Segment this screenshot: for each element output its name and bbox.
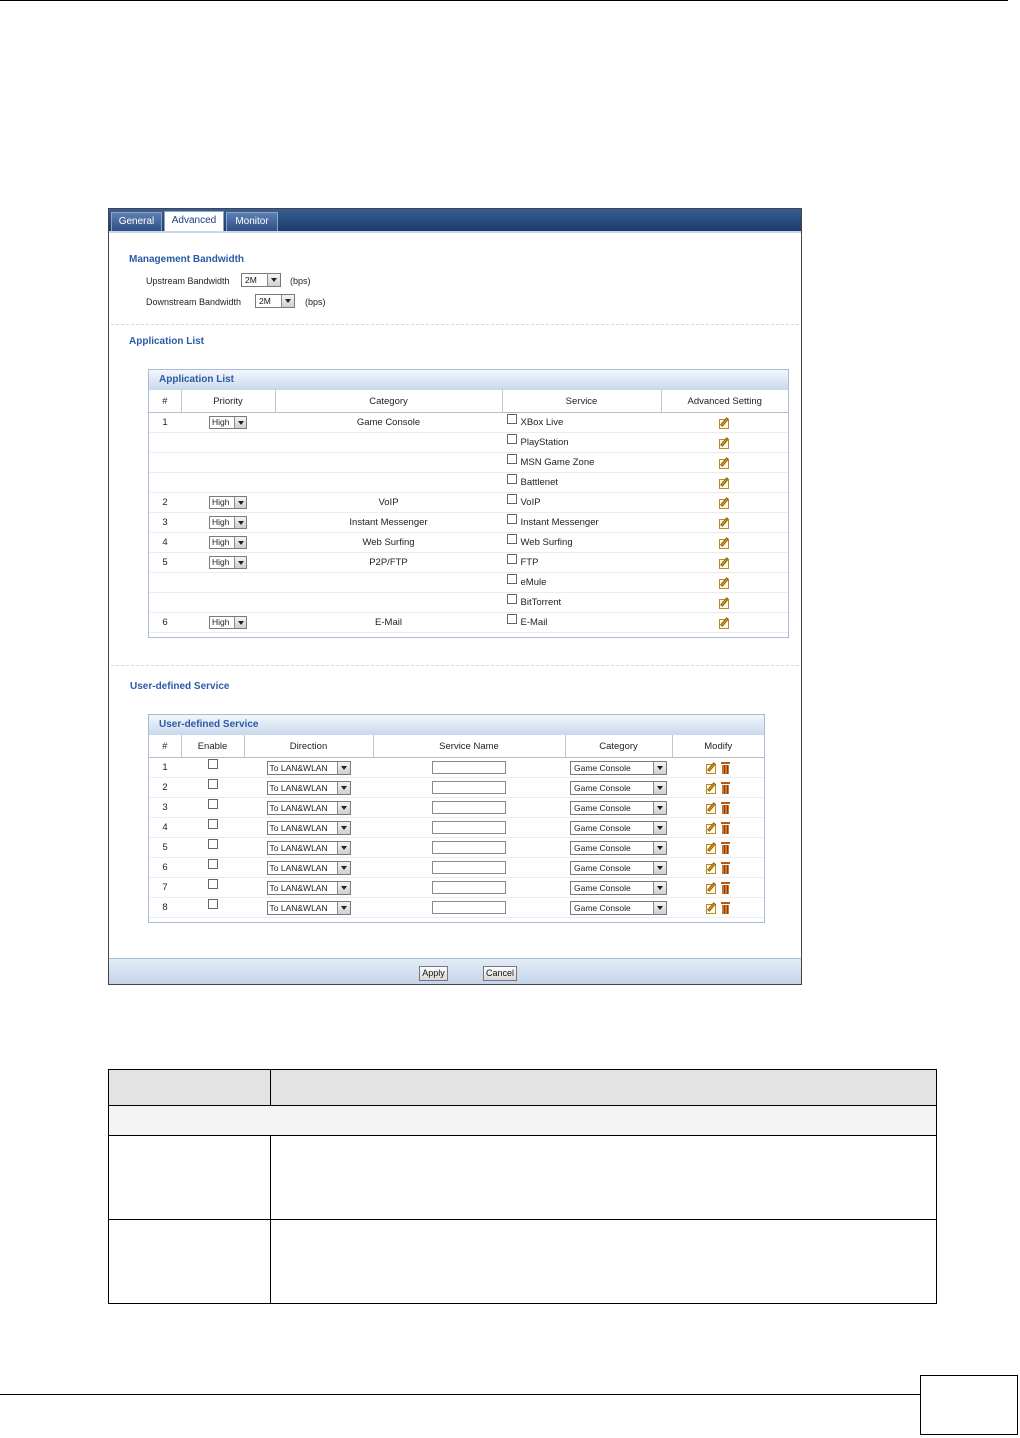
table-row: [149, 898, 764, 918]
category-select[interactable]: Game Console: [570, 781, 667, 795]
table-row: [109, 1220, 937, 1304]
priority-cell: [181, 593, 275, 613]
section-cell: [109, 1106, 937, 1136]
enable-cell: [181, 758, 244, 778]
table-row: [149, 818, 764, 838]
chevron-down-icon: [337, 822, 350, 834]
chevron-down-icon: [337, 902, 350, 914]
direction-select[interactable]: To LAN&WLAN: [267, 841, 351, 855]
service-name-input[interactable]: [432, 901, 506, 914]
col-header-priority: Priority: [181, 390, 275, 413]
enable-checkbox[interactable]: [208, 859, 218, 869]
enable-cell: [181, 818, 244, 838]
trash-icon[interactable]: [721, 842, 730, 854]
trash-icon[interactable]: [721, 822, 730, 834]
row-number: 6: [149, 858, 181, 878]
table-row: [149, 573, 788, 593]
enable-checkbox[interactable]: [208, 779, 218, 789]
direction-select[interactable]: To LAN&WLAN: [267, 821, 351, 835]
service-label: MSN Game Zone: [520, 457, 595, 468]
row-number: 4: [149, 533, 181, 553]
chevron-down-icon: [234, 617, 246, 628]
tab-advanced[interactable]: Advanced: [164, 211, 224, 232]
chevron-down-icon: [337, 802, 350, 814]
field-description-table: [108, 1069, 937, 1304]
chevron-down-icon: [653, 802, 666, 814]
service-checkbox[interactable]: [507, 474, 517, 484]
advanced-setting-cell: [661, 513, 788, 533]
table-row: [109, 1136, 937, 1220]
table-row: [149, 533, 788, 553]
priority-select[interactable]: High: [209, 536, 247, 549]
edit-icon[interactable]: [719, 437, 730, 448]
priority-cell: [181, 413, 275, 433]
table-row: [149, 453, 788, 473]
enable-cell: [181, 878, 244, 898]
page-number-box: [920, 1375, 1018, 1435]
advanced-setting-cell: [661, 473, 788, 493]
row-number: 7: [149, 878, 181, 898]
category-cell: [565, 838, 672, 858]
priority-cell: [181, 533, 275, 553]
table-row: [149, 513, 788, 533]
downstream-label: Downstream Bandwidth: [146, 297, 242, 307]
direction-select[interactable]: To LAN&WLAN: [267, 861, 351, 875]
chevron-down-icon: [337, 862, 350, 874]
priority-cell: [181, 553, 275, 573]
category-select[interactable]: Game Console: [570, 881, 667, 895]
downstream-select[interactable]: 2M: [255, 294, 295, 308]
table-row: [149, 593, 788, 613]
direction-cell: [244, 818, 373, 838]
category-cell: [565, 878, 672, 898]
enable-checkbox[interactable]: [208, 879, 218, 889]
enable-cell: [181, 898, 244, 918]
col-header-service-name: Service Name: [373, 735, 565, 758]
tab-general[interactable]: General: [111, 212, 162, 231]
priority-cell: [181, 473, 275, 493]
priority-select[interactable]: High: [209, 416, 247, 429]
chevron-down-icon: [337, 882, 350, 894]
service-checkbox[interactable]: [507, 534, 517, 544]
tab-underline: [109, 231, 801, 233]
service-cell: [502, 413, 661, 433]
table-row: [149, 778, 764, 798]
chevron-down-icon: [234, 497, 246, 508]
trash-icon[interactable]: [721, 782, 730, 794]
application-list-title: Application List: [129, 336, 204, 347]
service-checkbox[interactable]: [507, 494, 517, 504]
upstream-label: Upstream Bandwidth: [146, 276, 230, 286]
row-number: [149, 453, 181, 473]
chevron-down-icon: [234, 417, 246, 428]
edit-icon[interactable]: [719, 477, 730, 488]
category-cell: P2P/FTP: [275, 553, 502, 573]
apply-button[interactable]: Apply: [419, 966, 448, 981]
modify-cell: [672, 898, 764, 918]
service-label: PlayStation: [520, 437, 569, 448]
direction-select[interactable]: To LAN&WLAN: [267, 781, 351, 795]
row-number: 1: [149, 758, 181, 778]
col-header-enable: Enable: [181, 735, 244, 758]
table-row: [149, 413, 788, 433]
row-number: 4: [149, 818, 181, 838]
col-header-advanced-setting: Advanced Setting: [661, 390, 788, 413]
chevron-down-icon: [337, 842, 350, 854]
edit-icon[interactable]: [706, 762, 717, 773]
chevron-down-icon: [653, 822, 666, 834]
service-name-cell: [373, 858, 565, 878]
service-checkbox[interactable]: [507, 434, 517, 444]
col-header-service: Service: [502, 390, 661, 413]
chevron-down-icon: [653, 862, 666, 874]
priority-select[interactable]: High: [209, 516, 247, 529]
col-header-num: #: [149, 735, 181, 758]
modify-cell: [672, 758, 764, 778]
direction-cell: [244, 778, 373, 798]
category-cell: Instant Messenger: [275, 513, 502, 533]
table-row: [149, 878, 764, 898]
downstream-unit: (bps): [305, 297, 326, 307]
chevron-down-icon: [234, 517, 246, 528]
advanced-setting-cell: [661, 493, 788, 513]
header-cell-label: [109, 1070, 271, 1106]
table-header-row: [109, 1070, 937, 1106]
service-checkbox[interactable]: [507, 594, 517, 604]
enable-checkbox[interactable]: [208, 799, 218, 809]
table-row: [149, 838, 764, 858]
direction-cell: [244, 858, 373, 878]
chevron-down-icon: [234, 557, 246, 568]
category-cell: [275, 573, 502, 593]
service-checkbox[interactable]: [507, 414, 517, 424]
table-row: [149, 473, 788, 493]
service-name-cell: [373, 798, 565, 818]
category-cell: [275, 453, 502, 473]
advanced-setting-cell: [661, 413, 788, 433]
service-name-input[interactable]: [432, 761, 506, 774]
row-number: 5: [149, 838, 181, 858]
service-name-cell: [373, 778, 565, 798]
service-name-cell: [373, 758, 565, 778]
direction-cell: [244, 838, 373, 858]
row-number: 2: [149, 493, 181, 513]
page-bottom-rule: [0, 1394, 920, 1395]
table-row: [149, 553, 788, 573]
priority-select[interactable]: High: [209, 496, 247, 509]
direction-select[interactable]: To LAN&WLAN: [267, 881, 351, 895]
button-bar: [109, 958, 801, 985]
application-list-panel-title: Application List: [149, 370, 788, 390]
advanced-setting-cell: [661, 613, 788, 633]
category-cell: Web Surfing: [275, 533, 502, 553]
table-row: [149, 798, 764, 818]
chevron-down-icon: [337, 782, 350, 794]
service-name-cell: [373, 818, 565, 838]
direction-select[interactable]: To LAN&WLAN: [267, 761, 351, 775]
enable-cell: [181, 858, 244, 878]
application-list-table: [149, 390, 788, 633]
edit-icon[interactable]: [706, 882, 717, 893]
service-cell: [502, 613, 661, 633]
category-cell: Game Console: [275, 413, 502, 433]
enable-checkbox[interactable]: [208, 899, 218, 909]
direction-select[interactable]: To LAN&WLAN: [267, 801, 351, 815]
service-cell: [502, 493, 661, 513]
category-select[interactable]: Game Console: [570, 801, 667, 815]
row-number: 3: [149, 798, 181, 818]
service-cell: [502, 473, 661, 493]
edit-icon[interactable]: [719, 557, 730, 568]
chevron-down-icon: [653, 782, 666, 794]
col-header-num: #: [149, 390, 181, 413]
modify-cell: [672, 878, 764, 898]
tab-bar: [109, 209, 801, 231]
chevron-down-icon: [281, 295, 294, 307]
advanced-setting-cell: [661, 453, 788, 473]
col-header-category: Category: [275, 390, 502, 413]
edit-icon[interactable]: [706, 862, 717, 873]
advanced-setting-cell: [661, 593, 788, 613]
category-cell: [565, 898, 672, 918]
modify-cell: [672, 838, 764, 858]
edit-icon[interactable]: [719, 597, 730, 608]
category-select[interactable]: Game Console: [570, 841, 667, 855]
trash-icon[interactable]: [721, 762, 730, 774]
col-header-category: Category: [565, 735, 672, 758]
application-list-panel: [148, 369, 789, 638]
edit-icon[interactable]: [719, 517, 730, 528]
category-cell: [565, 778, 672, 798]
table-row: [149, 493, 788, 513]
service-cell: [502, 573, 661, 593]
modify-cell: [672, 818, 764, 838]
category-cell: [565, 798, 672, 818]
service-name-input[interactable]: [432, 841, 506, 854]
category-cell: E-Mail: [275, 613, 502, 633]
service-checkbox[interactable]: [507, 574, 517, 584]
category-select[interactable]: Game Console: [570, 861, 667, 875]
category-select[interactable]: Game Console: [570, 821, 667, 835]
user-defined-service-panel-title: User-defined Service: [149, 715, 764, 735]
section-divider: [111, 665, 799, 666]
service-name-cell: [373, 838, 565, 858]
edit-icon[interactable]: [706, 802, 717, 813]
row-number: [149, 593, 181, 613]
priority-cell: [181, 433, 275, 453]
category-cell: [565, 758, 672, 778]
direction-cell: [244, 898, 373, 918]
category-cell: [275, 433, 502, 453]
row-number: 8: [149, 898, 181, 918]
service-checkbox[interactable]: [507, 554, 517, 564]
advanced-setting-cell: [661, 553, 788, 573]
service-name-input[interactable]: [432, 881, 506, 894]
upstream-select[interactable]: 2M: [241, 273, 281, 287]
modify-cell: [672, 798, 764, 818]
row-number: 3: [149, 513, 181, 533]
tab-monitor[interactable]: Monitor: [226, 212, 278, 231]
modify-cell: [672, 858, 764, 878]
enable-checkbox[interactable]: [208, 819, 218, 829]
service-name-input[interactable]: [432, 781, 506, 794]
table-row: [149, 613, 788, 633]
category-select[interactable]: Game Console: [570, 761, 667, 775]
priority-select[interactable]: High: [209, 556, 247, 569]
section-divider: [111, 324, 799, 325]
col-header-modify: Modify: [672, 735, 764, 758]
direction-cell: [244, 798, 373, 818]
trash-icon[interactable]: [721, 802, 730, 814]
priority-cell: [181, 453, 275, 473]
priority-select[interactable]: High: [209, 616, 247, 629]
service-checkbox[interactable]: [507, 614, 517, 624]
chevron-down-icon: [653, 882, 666, 894]
advanced-setting-cell: [661, 533, 788, 553]
table-row: [149, 858, 764, 878]
label-cell: [109, 1136, 271, 1220]
chevron-down-icon: [653, 902, 666, 914]
edit-icon[interactable]: [719, 577, 730, 588]
description-cell: [271, 1136, 937, 1220]
edit-icon[interactable]: [719, 537, 730, 548]
service-label: E-Mail: [520, 617, 548, 628]
user-defined-service-title: User-defined Service: [130, 681, 230, 692]
chevron-down-icon: [337, 762, 350, 774]
service-name-input[interactable]: [432, 821, 506, 834]
service-label: VoIP: [520, 497, 541, 508]
row-number: [149, 433, 181, 453]
service-label: Battlenet: [520, 477, 558, 488]
header-cell-description: [271, 1070, 937, 1106]
description-cell: [271, 1220, 937, 1304]
row-number: 5: [149, 553, 181, 573]
service-name-cell: [373, 898, 565, 918]
service-name-input[interactable]: [432, 861, 506, 874]
chevron-down-icon: [653, 842, 666, 854]
category-cell: [565, 818, 672, 838]
enable-checkbox[interactable]: [208, 839, 218, 849]
section-row: [109, 1106, 937, 1136]
category-cell: VoIP: [275, 493, 502, 513]
priority-cell: [181, 493, 275, 513]
table-row: [149, 758, 764, 778]
edit-icon[interactable]: [719, 497, 730, 508]
service-cell: [502, 533, 661, 553]
service-cell: [502, 433, 661, 453]
edit-icon[interactable]: [719, 417, 730, 428]
category-select[interactable]: Game Console: [570, 901, 667, 915]
service-label: XBox Live: [520, 417, 564, 428]
direction-cell: [244, 878, 373, 898]
advanced-setting-cell: [661, 433, 788, 453]
chevron-down-icon: [267, 274, 280, 286]
edit-icon[interactable]: [706, 842, 717, 853]
service-label: Instant Messenger: [520, 517, 599, 528]
service-name-input[interactable]: [432, 801, 506, 814]
col-header-direction: Direction: [244, 735, 373, 758]
management-bandwidth-title: Management Bandwidth: [129, 254, 245, 265]
service-cell: [502, 513, 661, 533]
edit-icon[interactable]: [719, 617, 730, 628]
service-label: BitTorrent: [520, 597, 562, 608]
label-cell: [109, 1220, 271, 1304]
modify-cell: [672, 778, 764, 798]
cancel-button[interactable]: Cancel: [483, 966, 517, 981]
category-cell: [275, 473, 502, 493]
edit-icon[interactable]: [706, 782, 717, 793]
category-cell: [565, 858, 672, 878]
page-top-rule: [0, 0, 1008, 1]
trash-icon[interactable]: [721, 902, 730, 914]
user-defined-service-table: [149, 735, 764, 918]
edit-icon[interactable]: [706, 822, 717, 833]
advanced-setting-cell: [661, 573, 788, 593]
upstream-unit: (bps): [290, 276, 311, 286]
trash-icon[interactable]: [721, 862, 730, 874]
priority-cell: [181, 573, 275, 593]
user-defined-service-panel: [148, 714, 765, 923]
service-cell: [502, 553, 661, 573]
enable-cell: [181, 798, 244, 818]
service-checkbox[interactable]: [507, 454, 517, 464]
enable-cell: [181, 778, 244, 798]
direction-cell: [244, 758, 373, 778]
enable-checkbox[interactable]: [208, 759, 218, 769]
priority-cell: [181, 513, 275, 533]
chevron-down-icon: [653, 762, 666, 774]
service-name-cell: [373, 878, 565, 898]
table-row: [149, 433, 788, 453]
service-label: FTP: [520, 557, 539, 568]
row-number: [149, 473, 181, 493]
direction-select[interactable]: To LAN&WLAN: [267, 901, 351, 915]
qos-advanced-screen: [108, 208, 802, 985]
trash-icon[interactable]: [721, 882, 730, 894]
row-number: 2: [149, 778, 181, 798]
row-number: [149, 573, 181, 593]
category-cell: [275, 593, 502, 613]
edit-icon[interactable]: [719, 457, 730, 468]
service-cell: [502, 453, 661, 473]
enable-cell: [181, 838, 244, 858]
service-cell: [502, 593, 661, 613]
service-label: Web Surfing: [520, 537, 573, 548]
row-number: 1: [149, 413, 181, 433]
chevron-down-icon: [234, 537, 246, 548]
service-label: eMule: [520, 577, 547, 588]
service-checkbox[interactable]: [507, 514, 517, 524]
row-number: 6: [149, 613, 181, 633]
priority-cell: [181, 613, 275, 633]
edit-icon[interactable]: [706, 902, 717, 913]
